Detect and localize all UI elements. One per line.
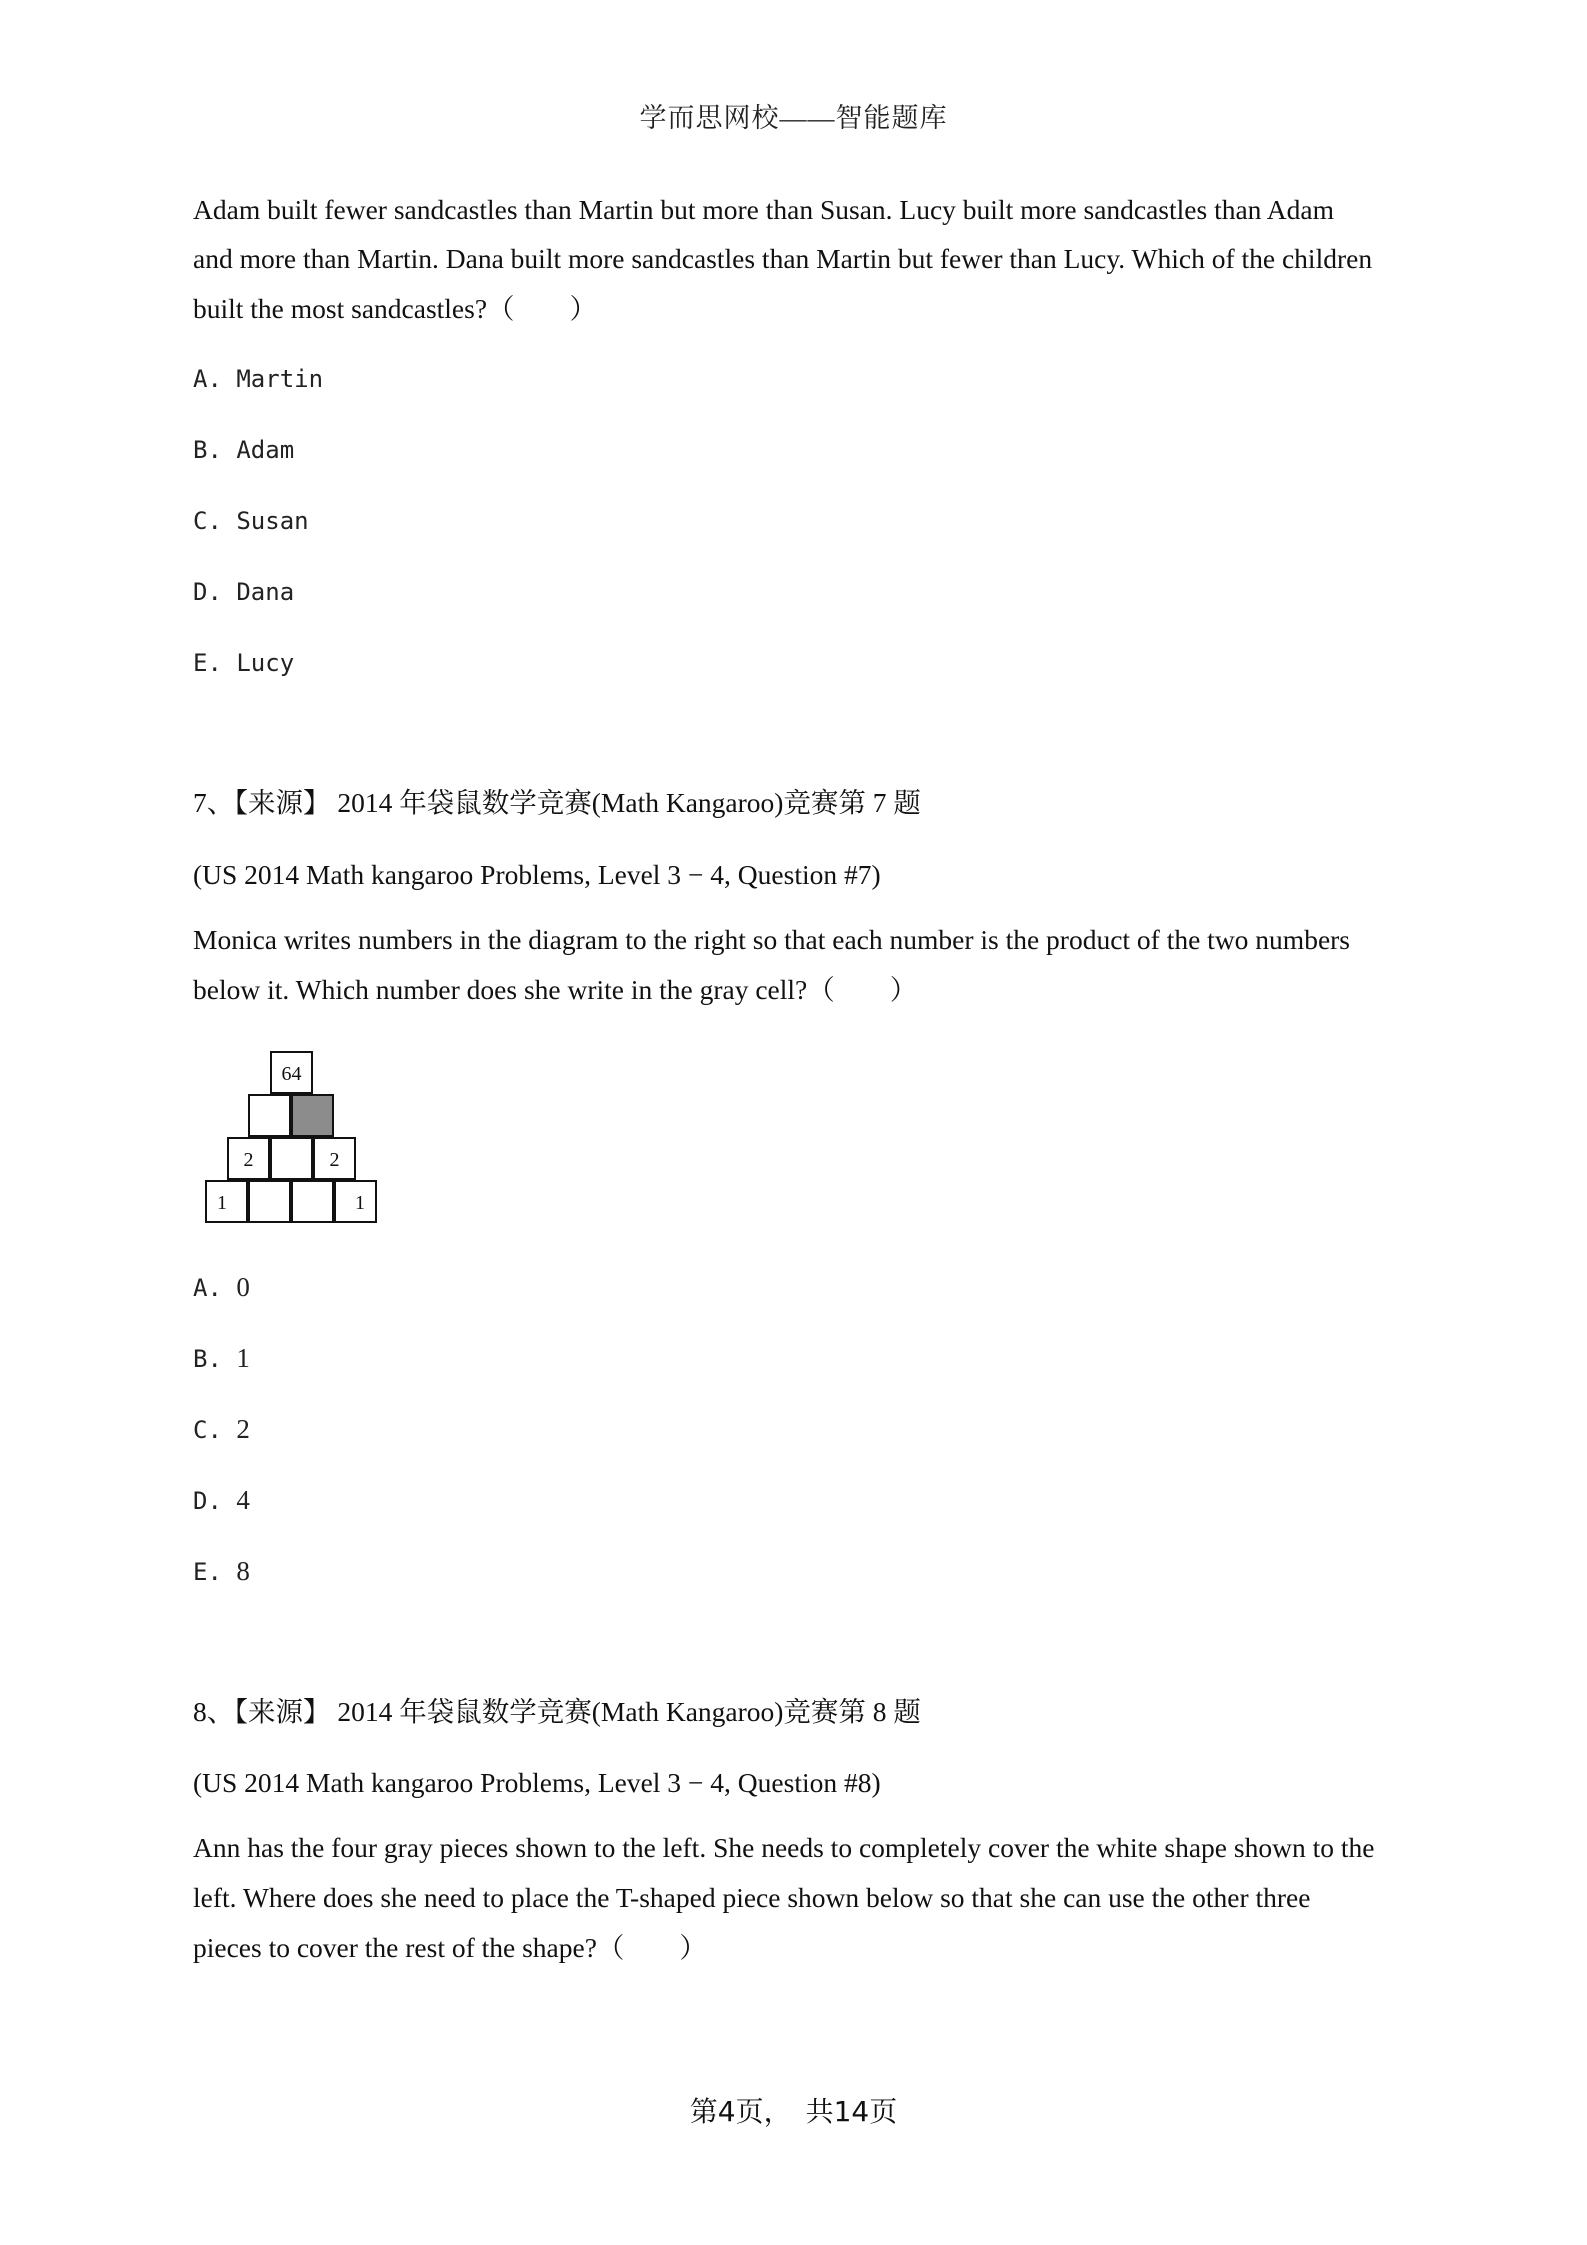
q6-option-e[interactable]	[193, 648, 294, 678]
option-letter: C.	[193, 1416, 222, 1444]
option-text: 8	[236, 1556, 250, 1586]
q8-stem-line: Ann has the four gray pieces shown to the left. She needs to completely cover the white shape shown to the	[193, 1832, 1375, 1863]
pyramid-cell: 1	[334, 1180, 377, 1223]
option-text: 0	[236, 1272, 250, 1302]
option-letter: E.	[193, 649, 222, 677]
q8-reference: (US 2014 Math kangaroo Problems, Level 3 − 4, Question #8)	[193, 1767, 881, 1798]
q7-option-d[interactable]	[193, 1485, 250, 1516]
q7-option-a[interactable]	[193, 1272, 250, 1303]
pyramid-cell	[270, 1137, 313, 1180]
q6-option-a[interactable]	[193, 364, 323, 394]
option-letter: E.	[193, 1558, 222, 1586]
option-text: Lucy	[236, 649, 295, 677]
q6-stem-line: built the most sandcastles?（ ）	[193, 293, 598, 324]
pyramid-gray-cell	[291, 1094, 334, 1137]
option-letter: A.	[193, 1274, 222, 1302]
q8-stem-line: left. Where does she need to place the T-shaped piece shown below so that she can use the other three	[193, 1882, 1311, 1913]
q7-stem-line: below it. Which number does she write in the gray cell?（ ）	[193, 974, 918, 1005]
pyramid-cell: 1	[205, 1180, 248, 1223]
pyramid-cell	[248, 1094, 291, 1137]
option-letter: C.	[193, 507, 222, 535]
pyramid-cell	[248, 1180, 291, 1223]
q6-option-b[interactable]	[193, 435, 294, 465]
page-header: 学而思网校——智能题库	[639, 103, 948, 133]
q6-option-d[interactable]	[193, 577, 294, 607]
option-letter: B.	[193, 1345, 222, 1373]
q7-option-b[interactable]	[193, 1343, 250, 1374]
pyramid-cell	[291, 1180, 334, 1223]
q8-source: 8、【来源】 2014 年袋鼠数学竞赛(Math Kangaroo)竞赛第 8 题	[193, 1696, 921, 1727]
option-letter: D.	[193, 578, 222, 606]
option-text: 2	[236, 1414, 250, 1444]
q7-stem-line: Monica writes numbers in the diagram to the right so that each number is the product of the two numbers	[193, 924, 1351, 955]
option-text: Martin	[236, 365, 324, 393]
option-text: 1	[236, 1343, 250, 1373]
q6-stem-line: and more than Martin. Dana built more sandcastles than Martin but fewer than Lucy. Which of the children	[193, 243, 1373, 274]
q8-stem-line: pieces to cover the rest of the shape?（ ）	[193, 1932, 707, 1963]
page-number: 第4页， 共14页	[689, 2095, 898, 2128]
option-text: Dana	[236, 578, 295, 606]
q6-option-c[interactable]	[193, 506, 309, 536]
option-text: Adam	[236, 436, 295, 464]
q6-stem-line: Adam built fewer sandcastles than Martin but more than Susan. Lucy built more sandcastles than Adam	[193, 194, 1334, 225]
q7-option-e[interactable]	[193, 1556, 250, 1587]
option-letter: A.	[193, 365, 222, 393]
q7-option-c[interactable]	[193, 1414, 250, 1445]
q7-source: 7、【来源】 2014 年袋鼠数学竞赛(Math Kangaroo)竞赛第 7 题	[193, 787, 921, 818]
option-text: 4	[236, 1485, 250, 1515]
option-letter: D.	[193, 1487, 222, 1515]
pyramid-cell-top: 64	[270, 1051, 313, 1094]
number-pyramid-diagram	[205, 1051, 380, 1226]
option-text: Susan	[236, 507, 309, 535]
q7-reference: (US 2014 Math kangaroo Problems, Level 3 − 4, Question #7)	[193, 859, 881, 890]
pyramid-cell: 2	[227, 1137, 270, 1180]
pyramid-cell: 2	[313, 1137, 356, 1180]
option-letter: B.	[193, 436, 222, 464]
